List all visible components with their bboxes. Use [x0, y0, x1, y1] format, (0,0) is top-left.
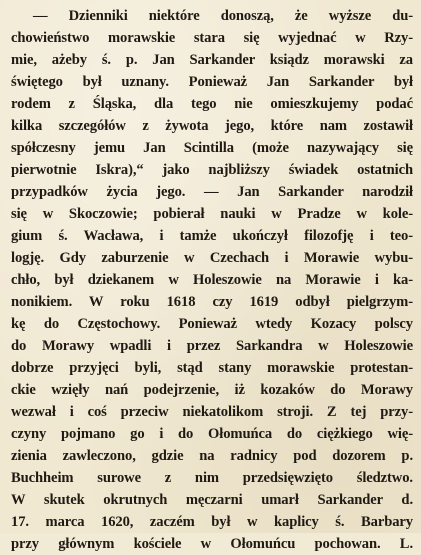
text-line: do Morawy wpadli i przez Sarkandra w Holeszowie — [11, 338, 413, 354]
text-line: kę do Częstochowy. Ponieważ wtedy Kozacy polscy — [11, 316, 413, 332]
text-line: chowieństwo morawskie stara się wyjednać w Rzy- — [11, 30, 413, 46]
text-line: gium ś. Wacława, i tamże ukończył filozofję i teo- — [11, 228, 413, 244]
text-line: spółczesny jemu Jan Scintilla (może nazywający się — [11, 140, 413, 156]
text-line: się w Skoczowie; pobierał nauki w Pradze w kole- — [11, 206, 413, 222]
text-line: mie, ażeby ś. p. Jan Sarkander ksiądz morawski za — [11, 52, 413, 68]
text-line: zienia zawleczono, gdzie na radnicy pod dozorem p. — [11, 448, 413, 464]
text-line: chło, był dziekanem w Holeszowie na Morawie i ka- — [11, 272, 413, 288]
text-line: 17. marca 1620, zaczém był w kaplicy ś. Barbary — [11, 514, 413, 530]
text-line: przy głównym kościele w Ołomuńcu pochowan. L. — [11, 536, 413, 552]
text-line: — Dzienniki niektóre donoszą, że wyższe du- — [33, 8, 413, 24]
text-line: świętego był uznany. Ponieważ Jan Sarkander był — [11, 74, 413, 90]
text-line: pierwotnie Iskra),“ jako najbliższy świadek ostatnich — [11, 162, 413, 178]
text-line: kilka szczegółów z żywota jego, które nam zostawił — [11, 118, 413, 134]
text-line: wezwał i coś przeciw niekatolikom stroji. Z tej przy- — [11, 404, 413, 420]
text-line: Buchheim surowe z nim przedsięwzięto śledztwo. — [11, 470, 413, 486]
text-line: dobrze przyjęci byli, stąd stany morawskie protestan- — [11, 360, 413, 376]
text-line: logję. Gdy zaburzenie w Czechach i Morawie wybu- — [11, 250, 413, 266]
text-line: czyny pojmano go i do Ołomuńca do ciężkiego wię- — [11, 426, 413, 442]
text-line: W skutek okrutnych męczarni umarł Sarkander d. — [11, 492, 413, 508]
text-line: ckie wzięły nań podejrzenie, iż kozaków do Morawy — [11, 382, 413, 398]
text-line: przypadków życia jego. — Jan Sarkander narodził — [11, 184, 413, 200]
text-line: rodem z Śląska, dla tego nie omieszkujemy podać — [11, 96, 413, 112]
article-column — [11, 5, 413, 555]
text-line: nonikiem. W roku 1618 czy 1619 odbył pielgrzym- — [11, 294, 413, 310]
